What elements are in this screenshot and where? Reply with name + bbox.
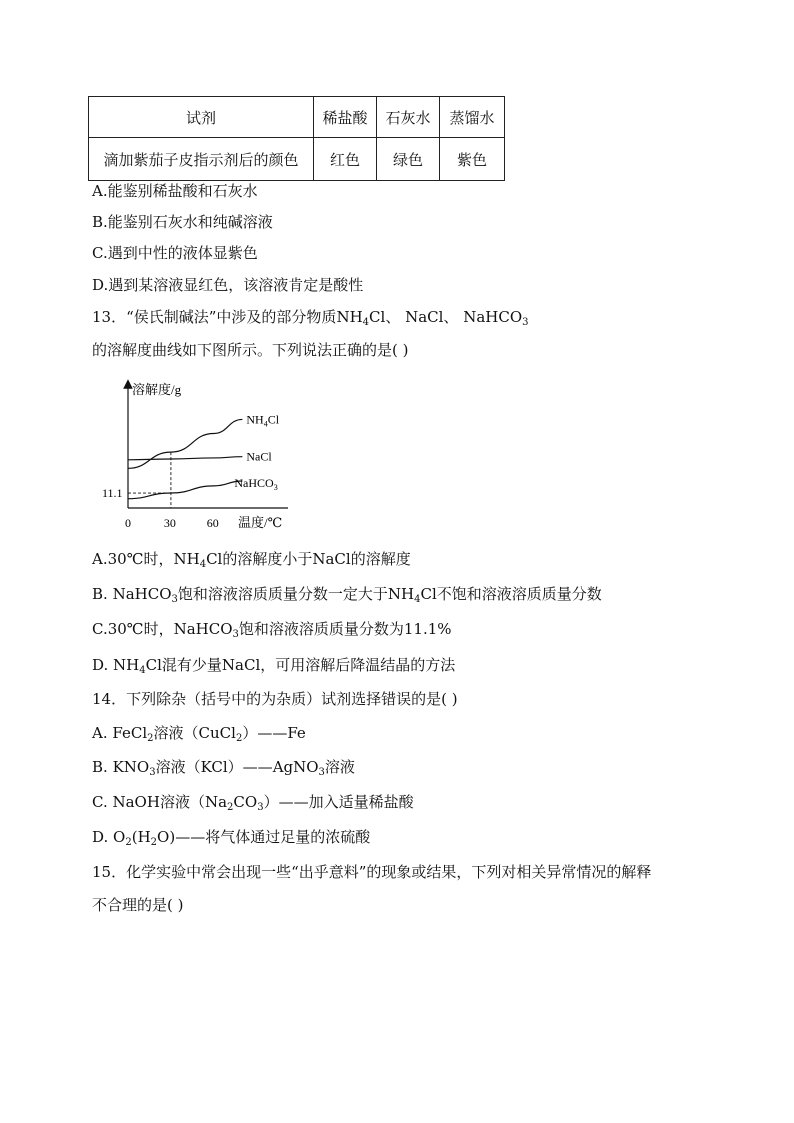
q12-option-d: D.遇到某溶液显红色，该溶液肯定是酸性	[92, 276, 364, 294]
series-line-nh4cl	[128, 419, 242, 468]
option-text: B.	[92, 758, 113, 776]
formula: Cl	[420, 585, 437, 603]
formula-subscript: 3	[171, 594, 178, 605]
q13-stem-text: “侯氏制碱法”中涉及的部分物质	[126, 308, 337, 326]
formula: KNO	[112, 758, 150, 776]
option-text: 混有少量	[161, 656, 222, 674]
option-text: D.	[92, 828, 114, 846]
y-marker-label: 11.1	[102, 486, 123, 501]
x-tick-label: 60	[206, 516, 219, 530]
q14-option-a	[92, 723, 306, 743]
table-cell: 紫色	[440, 138, 505, 181]
q13-stem-line2: 的溶解度曲线如下图所示。下列说法正确的是( )	[92, 341, 409, 359]
formula: 、 NaCl、 NaHCO	[385, 308, 523, 326]
series-label-nacl: NaCl	[246, 449, 272, 464]
formula-subscript: 4	[362, 317, 370, 328]
q13-option-a	[92, 549, 411, 569]
q14-option-c	[92, 792, 414, 812]
q12-option-a: A.能鉴别稀盐酸和石灰水	[92, 182, 258, 200]
formula: NH	[113, 656, 140, 674]
option-text: ）——加入适量稀盐酸	[263, 793, 414, 811]
formula: NaCl	[312, 550, 351, 568]
q14-option-b	[92, 757, 355, 777]
formula-subscript: 3	[257, 802, 264, 813]
formula-subscript: 3	[149, 767, 156, 778]
option-text: ，可用溶解后降温结晶的方法	[260, 656, 456, 674]
table-cell: 滴加紫茄子皮指示剂后的颜色	[89, 138, 314, 181]
formula: O)	[157, 828, 176, 846]
table-cell: 红色	[314, 138, 377, 181]
formula: NH	[387, 585, 415, 603]
formula: Fe	[287, 724, 306, 742]
q13-option-c	[92, 619, 452, 639]
formula-subscript: 3	[318, 767, 325, 778]
y-axis-label: 溶解度/g	[132, 382, 182, 397]
q13-option-b	[92, 584, 602, 604]
option-text: 溶液（	[155, 758, 201, 776]
formula: O	[113, 828, 126, 846]
series-line-nacl	[128, 457, 242, 460]
table-cell: 绿色	[377, 138, 440, 181]
q15-stem-line2: 不合理的是( )	[92, 896, 184, 914]
indicator-table	[88, 96, 505, 181]
question-number: 13．	[92, 308, 127, 326]
formula-subscript: 2	[235, 733, 243, 744]
formula-subscript: 4	[199, 559, 207, 570]
formula: NaCl	[221, 656, 261, 674]
option-text: 的溶解度	[350, 550, 411, 568]
table-header-cell: 石灰水	[377, 97, 440, 138]
q14-stem: 14．下列除杂（括号中的为杂质）试剂选择错误的是( )	[92, 690, 458, 708]
option-text: ）——	[227, 758, 273, 776]
option-text: A.30℃时，	[92, 550, 174, 568]
option-text: ）——	[242, 724, 288, 742]
option-text: 溶液（	[153, 724, 199, 742]
option-text: 溶液（	[159, 793, 205, 811]
formula: NH	[173, 550, 200, 568]
formula: Cl	[145, 656, 162, 674]
table-header-cell: 试剂	[89, 97, 314, 138]
formula: NaHCO	[112, 585, 172, 603]
q14-option-d	[92, 827, 370, 847]
table-header-cell: 蒸馏水	[440, 97, 505, 138]
solubility-chart	[98, 378, 298, 533]
series-label-nh4cl: $NH_4Cl$	[246, 412, 280, 429]
formula-subscript: 2	[227, 802, 234, 813]
formula-subscript: 2	[125, 837, 132, 848]
series-line-nahco3	[128, 481, 242, 499]
formula: AgNO	[272, 758, 319, 776]
option-text: 饱和溶液溶质质量分数一定大于	[177, 585, 388, 603]
x-tick-label: 30	[163, 516, 176, 530]
option-text: 不饱和溶液溶质质量分数	[436, 585, 602, 603]
q12-option-c: C.遇到中性的液体显紫色	[92, 244, 258, 262]
formula: CuCl	[198, 724, 236, 742]
table-row	[89, 138, 505, 181]
formula: NaHCO	[173, 620, 233, 638]
q13-stem	[92, 307, 529, 327]
option-text: 饱和溶液溶质质量分数为11.1%	[238, 620, 452, 638]
formula: Cl	[206, 550, 223, 568]
formula: FeCl	[112, 724, 148, 742]
formula: Cl	[369, 308, 386, 326]
formula-subscript: 3	[522, 317, 529, 328]
option-text: A.	[92, 724, 113, 742]
formula: (H	[131, 828, 151, 846]
formula-subscript: 4	[139, 665, 146, 676]
formula-subscript: 2	[150, 837, 158, 848]
option-text: D.	[92, 656, 114, 674]
option-text: ——将气体通过足量的浓硫酸	[175, 828, 371, 846]
formula-subscript: 2	[147, 733, 154, 744]
option-text: C.	[92, 793, 113, 811]
q13-option-d	[92, 655, 455, 675]
formula: KCl	[200, 758, 228, 776]
formula: Na	[204, 793, 228, 811]
formula-subscript: 4	[414, 594, 421, 605]
x-tick-label: 0	[125, 516, 131, 530]
x-axis-label: 温度/℃	[238, 515, 283, 530]
formula: NaOH	[112, 793, 160, 811]
q12-option-b: B.能鉴别石灰水和纯碱溶液	[92, 213, 273, 231]
table-header-row	[89, 97, 505, 138]
solubility-chart-svg	[98, 378, 298, 533]
formula-subscript: 3	[232, 629, 239, 640]
formula: NH	[336, 308, 363, 326]
formula: CO	[233, 793, 258, 811]
option-text: 溶液	[324, 758, 355, 776]
q15-stem-line1: 15．化学实验中常会出现一些“出乎意料”的现象或结果，下列对相关异常情况的解释	[92, 863, 652, 881]
series-label-nahco3: NaHCO$_3$	[234, 476, 278, 492]
option-text: C.30℃时，	[92, 620, 174, 638]
table-header-cell: 稀盐酸	[314, 97, 377, 138]
option-text: 的溶解度小于	[222, 550, 313, 568]
option-text: B.	[92, 585, 113, 603]
